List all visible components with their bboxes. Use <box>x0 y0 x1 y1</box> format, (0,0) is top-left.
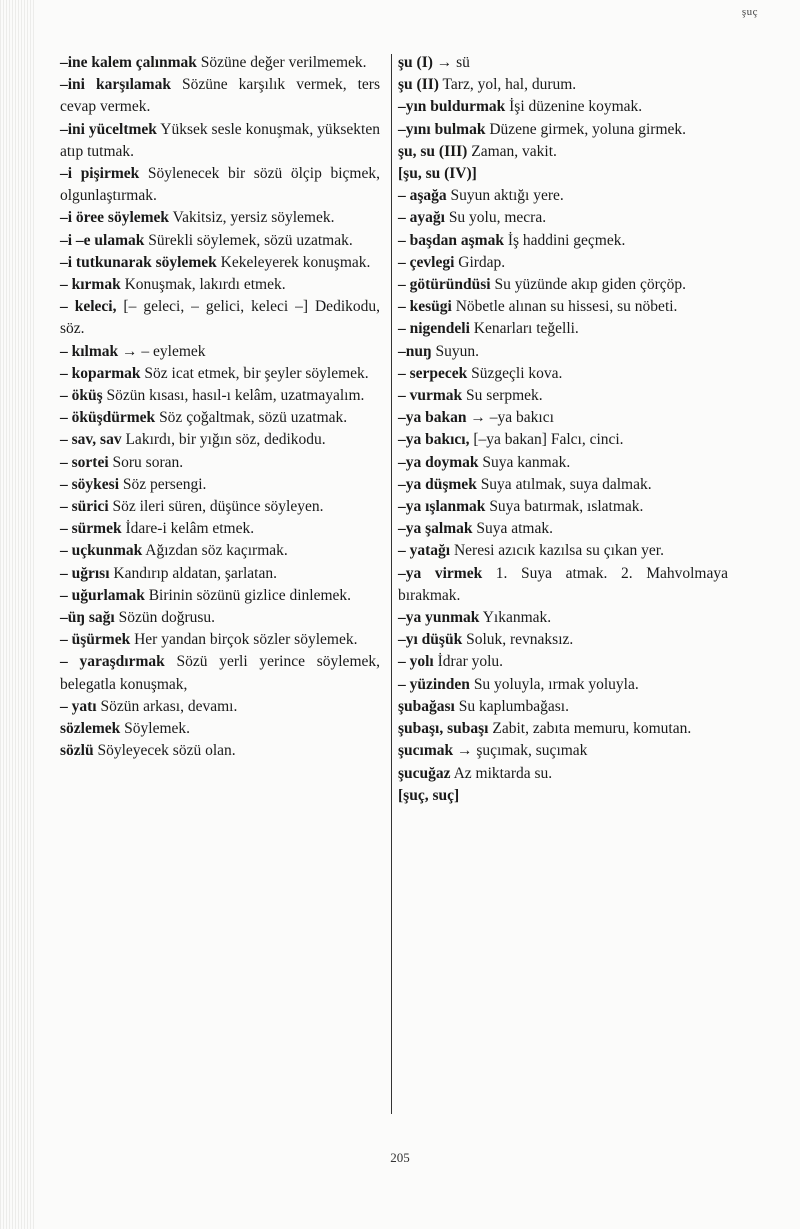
entry-headword: –ya bakan <box>398 409 467 427</box>
dictionary-entry <box>60 452 380 474</box>
dictionary-entry <box>60 252 380 274</box>
entry-headword: –ya düşmek <box>398 475 477 493</box>
entry-definition: Sözün kısası, hasıl-ı kelâm, uzatmayalım. <box>102 387 365 405</box>
entry-definition: Sözün arkası, devamı. <box>96 697 238 715</box>
entry-definition: Söz persengi. <box>119 475 207 493</box>
dictionary-entry <box>60 163 380 207</box>
entry-headword: sözlü <box>60 742 94 760</box>
right-column <box>398 52 728 807</box>
entry-headword: – götüründüsi <box>398 276 491 294</box>
entry-definition: Suyun aktığı yere. <box>446 187 564 205</box>
entry-headword: –i öree söylemek <box>60 209 170 227</box>
entry-headword: – üşürmek <box>60 631 131 649</box>
entry-headword: – öküşdürmek <box>60 409 156 427</box>
entry-headword: – yatı <box>60 697 97 715</box>
column-divider <box>391 54 392 1114</box>
entry-headword: – yolı <box>398 653 434 671</box>
entry-headword: [şuç, suç] <box>398 786 460 804</box>
entry-definition: Neresi azıcık kazılsa su çıkan yer. <box>450 542 664 560</box>
entry-headword: –ini yüceltmek <box>60 120 157 138</box>
dictionary-entry <box>60 629 380 651</box>
dictionary-entry <box>398 296 728 318</box>
dictionary-entry <box>60 540 380 562</box>
dictionary-entry <box>60 696 380 718</box>
entry-headword: – sürmek <box>60 520 122 538</box>
entry-definition: İş haddini geçmek. <box>503 231 626 249</box>
entry-definition: Süzgeçli kova. <box>467 364 563 382</box>
dictionary-entry <box>60 496 380 518</box>
dictionary-entry <box>398 718 728 740</box>
entry-definition: [–ya bakan] Falcı, cinci. <box>469 431 624 449</box>
dictionary-entry <box>398 363 728 385</box>
dictionary-entry <box>398 696 728 718</box>
left-column <box>60 52 380 763</box>
entry-headword: şu (II) <box>398 76 439 94</box>
entry-headword: şubağası <box>398 697 455 715</box>
dictionary-entry <box>398 318 728 340</box>
dictionary-entry <box>60 607 380 629</box>
entry-definition: Su kaplumbağası. <box>454 697 569 715</box>
dictionary-entry <box>60 718 380 740</box>
entry-definition: Soru soran. <box>108 453 184 471</box>
entry-definition: [– geleci, – gelici, keleci –] Dedikodu, söz. <box>60 298 380 338</box>
entry-definition: Sürekli söylemek, sözü uzatmak. <box>144 231 353 249</box>
dictionary-entry <box>60 407 380 429</box>
entry-definition: Birinin sözünü gizlice dinlemek. <box>144 586 352 604</box>
dictionary-entry <box>398 141 728 163</box>
entry-definition: Sözüne değer verilmemek. <box>196 54 367 71</box>
entry-headword: – söykesi <box>60 475 119 493</box>
entry-definition: Söz çoğaltmak, sözü uzatmak. <box>155 409 348 427</box>
dictionary-entry <box>60 518 380 540</box>
entry-definition: → sü <box>432 54 470 71</box>
entry-definition: Suya batırmak, ıslatmak. <box>485 498 644 516</box>
entry-definition: Sözü yerli yerince söylemek, belegatla konuşmak, <box>60 653 381 693</box>
entry-definition: Su serpmek. <box>462 387 543 405</box>
entry-headword: – uçkunmak <box>60 542 143 560</box>
dictionary-entry <box>60 207 380 229</box>
dictionary-entry <box>398 474 728 496</box>
dictionary-entry <box>398 740 728 762</box>
entry-headword: – çevlegi <box>398 253 455 271</box>
entry-definition: Söz ileri süren, düşünce söyleyen. <box>108 498 324 516</box>
entry-headword: –yın buldurmak <box>398 98 506 116</box>
entry-headword: – uğurlamak <box>60 586 145 604</box>
entry-headword: – başdan aşmak <box>398 231 504 249</box>
dictionary-entry <box>398 207 728 229</box>
entry-definition: Lakırdı, bir yığın söz, dedikodu. <box>121 431 326 449</box>
entry-headword: – serpecek <box>398 364 468 382</box>
dictionary-entry <box>60 74 380 118</box>
entry-definition: Sözüne karşılık vermek, ters cevap vermek. <box>60 76 380 116</box>
entry-headword: – öküş <box>60 387 103 405</box>
dictionary-entry <box>398 496 728 518</box>
entry-definition: Söz icat etmek, bir şeyler söylemek. <box>140 364 369 382</box>
entry-headword: sözlemek <box>60 720 121 738</box>
entry-headword: şu, su (III) <box>398 142 468 160</box>
entry-definition: Suya kanmak. <box>478 453 571 471</box>
entry-headword: – yüzinden <box>398 675 470 693</box>
entry-definition: Zaman, vakit. <box>467 142 557 160</box>
dictionary-entry <box>398 163 728 185</box>
dictionary-entry <box>398 185 728 207</box>
entry-headword: – kırmak <box>60 276 121 294</box>
dictionary-entry <box>398 96 728 118</box>
dictionary-entry <box>398 74 728 96</box>
dictionary-entry <box>60 651 380 695</box>
entry-headword: –ine kalem çalınmak <box>60 54 197 71</box>
dictionary-entry <box>60 119 380 163</box>
entry-headword: şucımak <box>398 742 454 760</box>
entry-definition: Su yolu, mecra. <box>444 209 547 227</box>
entry-headword: –i tutkunarak söylemek <box>60 253 217 271</box>
dictionary-entry <box>60 341 380 363</box>
dictionary-entry <box>60 52 380 74</box>
entry-headword: şucuğaz <box>398 764 451 782</box>
entry-headword: – yatağı <box>398 542 451 560</box>
entry-definition: Su yüzünde akıp giden çörçöp. <box>490 276 687 294</box>
entry-headword: –ya ışlanmak <box>398 498 486 516</box>
dictionary-entry <box>60 230 380 252</box>
entry-definition: Suyun. <box>431 342 479 360</box>
entry-headword: – sortei <box>60 453 109 471</box>
dictionary-entry <box>60 274 380 296</box>
entry-definition: Yıkanmak. <box>479 609 552 627</box>
entry-headword: –i pişirmek <box>60 165 140 183</box>
entry-definition: → – eylemek <box>118 342 206 360</box>
dictionary-entry <box>398 763 728 785</box>
dictionary-entry <box>398 607 728 629</box>
entry-definition: Söyleyecek sözü olan. <box>93 742 236 760</box>
entry-definition: Kenarları teğelli. <box>469 320 579 338</box>
entry-headword: şubaşı, subaşı <box>398 720 489 738</box>
entry-headword: – kesügi <box>398 298 452 316</box>
dictionary-entry <box>60 296 380 340</box>
entry-definition: Konuşmak, lakırdı etmek. <box>120 276 286 294</box>
dictionary-entry <box>398 563 728 607</box>
entry-definition: Tarz, yol, hal, durum. <box>438 76 577 94</box>
entry-headword: – aşağa <box>398 187 447 205</box>
entry-definition: Nöbetle alınan su hissesi, su nöbeti. <box>451 298 678 316</box>
entry-headword: –ini karşılamak <box>60 76 171 94</box>
dictionary-entry <box>60 563 380 585</box>
dictionary-entry <box>398 341 728 363</box>
entry-definition: Suya atmak. <box>472 520 553 538</box>
entry-headword: – sav, sav <box>60 431 122 449</box>
running-head: şuç <box>741 6 758 18</box>
entry-definition: Düzene girmek, yoluna girmek. <box>485 120 687 138</box>
entry-definition: İşi düzenine koymak. <box>505 98 643 116</box>
entry-definition: Az miktarda su. <box>450 764 553 782</box>
dictionary-entry <box>398 385 728 407</box>
entry-headword: –ya şalmak <box>398 520 473 538</box>
entry-definition: Su yoluyla, ırmak yoluyla. <box>469 675 639 693</box>
dictionary-entry <box>398 252 728 274</box>
entry-definition: → –ya bakıcı <box>466 409 554 427</box>
entry-headword: – vurmak <box>398 387 463 405</box>
entry-definition: Suya atılmak, suya dalmak. <box>476 475 652 493</box>
entry-definition: Zabit, zabıta memuru, komutan. <box>488 720 692 738</box>
dictionary-entry <box>60 385 380 407</box>
entry-definition: 1. Suya atmak. 2. Mahvolmaya bırakmak. <box>398 564 728 604</box>
dictionary-entry <box>398 674 728 696</box>
dictionary-entry <box>398 651 728 673</box>
entry-headword: – uğrısı <box>60 564 110 582</box>
entry-definition: Soluk, revnaksız. <box>462 631 574 649</box>
entry-headword: – ayağı <box>398 209 445 227</box>
entry-definition: Her yandan birçok sözler söylemek. <box>130 631 358 649</box>
entry-headword: –üŋ sağı <box>60 609 115 627</box>
entry-headword: – yaraşdırmak <box>60 653 165 671</box>
dictionary-entry <box>60 429 380 451</box>
page-number: 205 <box>390 1150 410 1165</box>
page-edge-scan-shadow <box>0 0 34 1229</box>
dictionary-entry <box>398 518 728 540</box>
entry-definition: Sözün doğrusu. <box>114 609 216 627</box>
entry-headword: –yını bulmak <box>398 120 486 138</box>
entry-headword: –ya yunmak <box>398 609 480 627</box>
dictionary-entry <box>398 429 728 451</box>
entry-headword: –yı düşük <box>398 631 463 649</box>
dictionary-entry <box>398 785 728 807</box>
entry-headword: – nigendeli <box>398 320 470 338</box>
entry-definition: İdrar yolu. <box>433 653 504 671</box>
dictionary-entry <box>60 740 380 762</box>
dictionary-entry <box>398 407 728 429</box>
entry-headword: –ya bakıcı, <box>398 431 470 449</box>
dictionary-entry <box>60 585 380 607</box>
entry-definition: Vakitsiz, yersiz söylemek. <box>169 209 335 227</box>
dictionary-entry <box>398 274 728 296</box>
entry-headword: –ya virmek <box>398 564 483 582</box>
entry-headword: – sürici <box>60 498 109 516</box>
dictionary-entry <box>60 474 380 496</box>
entry-headword: [şu, su (IV)] <box>398 165 477 183</box>
entry-headword: –nuŋ <box>398 342 432 360</box>
entry-definition: Kekeleyerek konuşmak. <box>216 253 371 271</box>
entry-headword: – kılmak <box>60 342 119 360</box>
entry-definition: Yüksek sesle konuşmak, yüksekten atıp tutmak. <box>60 120 380 160</box>
dictionary-entry <box>398 629 728 651</box>
dictionary-entry <box>398 230 728 252</box>
entry-definition: İdare-i kelâm etmek. <box>121 520 255 538</box>
entry-definition: Kandırıp aldatan, şarlatan. <box>109 564 277 582</box>
dictionary-entry <box>398 540 728 562</box>
entry-definition: → şuçımak, suçımak <box>453 742 588 760</box>
entry-definition: Ağızdan söz kaçırmak. <box>142 542 288 560</box>
entry-definition: Girdap. <box>454 253 506 271</box>
entry-definition: Söylemek. <box>120 720 191 738</box>
entry-headword: – koparmak <box>60 364 141 382</box>
entry-definition: Söylenecek bir sözü ölçip biçmek, olgunlaştırmak. <box>60 165 380 205</box>
entry-headword: –i –e ulamak <box>60 231 145 249</box>
entry-headword: – keleci, <box>60 298 117 316</box>
dictionary-entry <box>398 119 728 141</box>
entry-headword: şu (I) <box>398 54 433 71</box>
dictionary-entry <box>60 363 380 385</box>
entry-headword: –ya doymak <box>398 453 479 471</box>
dictionary-entry <box>398 452 728 474</box>
dictionary-entry <box>398 52 728 74</box>
